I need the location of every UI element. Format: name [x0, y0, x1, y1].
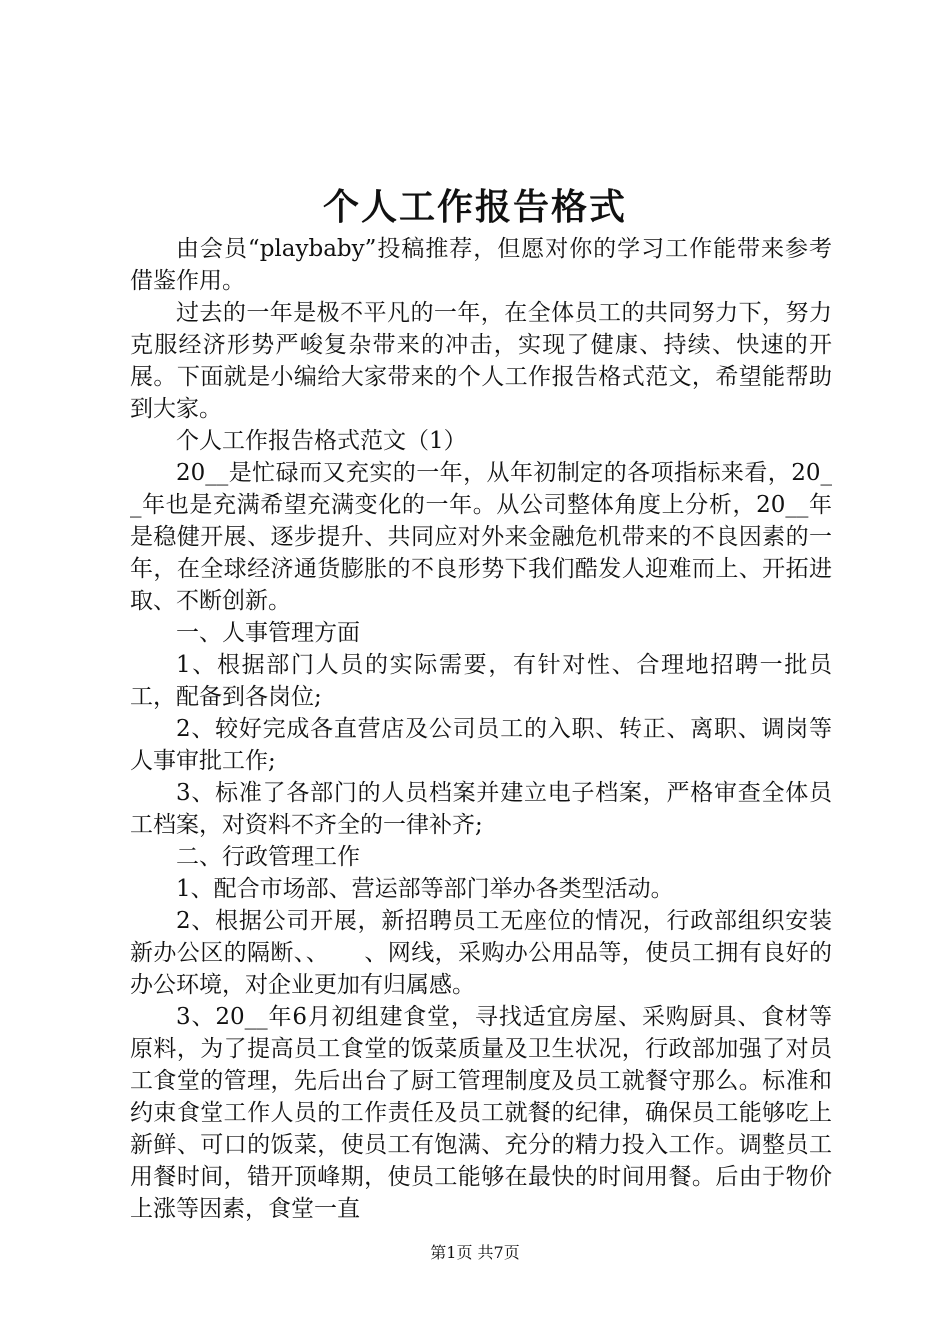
section-heading-hr: 一、人事管理方面 [176, 620, 360, 646]
paragraph-overview: 过去的一年是极不平凡的一年，在全体员工的共同努力下，努力克服经济形势严峻复杂带来的冲击，实现了健康、持续、快速的开展。下面就是小编给大家带来的个人工作报告格式范文，希望能帮助到大家。 [130, 300, 832, 422]
section-heading-admin: 二、行政管理工作 [176, 844, 360, 870]
document-body [130, 233, 832, 1225]
document-title: 个人工作报告格式 [322, 186, 627, 228]
list-item-admin-1: 1、配合市场部、营运部等部门举办各类型活动。 [176, 876, 674, 902]
paragraph-intro: 由会员“playbaby”投稿推荐，但愿对你的学习工作能带来参考借鉴作用。 [130, 236, 832, 294]
paragraph-summary: 20__是忙碌而又充实的一年，从年初制定的各项指标来看，20__年也是充满希望充满变化的一年。从公司整体角度上分析，20__年是稳健开展、逐步提升、共同应对外来金融危机带来的不良因素的一年，在全球经济通货膨胀的不良形势下我们酷发人迎难而上、开拓进取、不断创新。 [130, 460, 832, 614]
page-number-footer: 第1页 共7页 [430, 1243, 520, 1262]
list-item-hr-1: 1、根据部门人员的实际需要，有针对性、合理地招聘一批员工，配备到各岗位; [130, 652, 832, 710]
list-item-admin-2: 2、根据公司开展，新招聘员工无座位的情况，行政部组织安装新办公区的隔断、、 、网线，采购办公用品等，使员工拥有良好的办公环境，对企业更加有归属感。 [130, 908, 832, 998]
list-item-admin-3: 3、20__年6月初组建食堂，寻找适宜房屋、采购厨具、食材等原料，为了提高员工食堂的饭菜质量及卫生状况，行政部加强了对员工食堂的管理，先后出台了厨工管理制度及员工就餐守那么。标准和约束食堂工作人员的工作责任及员工就餐的纪律，确保员工能够吃上新鲜、可口的饭菜，使员工有饱满、充分的精力投入工作。调整员工用餐时间，错开顶峰期，使员工能够在最快的时间用餐。后由于物价上涨等因素，食堂一直 [130, 1004, 832, 1222]
list-item-hr-2: 2、较好完成各直营店及公司员工的入职、转正、离职、调岗等人事审批工作; [130, 716, 832, 774]
section-heading-sample: 个人工作报告格式范文（1） [176, 428, 467, 454]
list-item-hr-3: 3、标准了各部门的人员档案并建立电子档案，严格审查全体员工档案，对资料不齐全的一律补齐; [130, 780, 832, 838]
